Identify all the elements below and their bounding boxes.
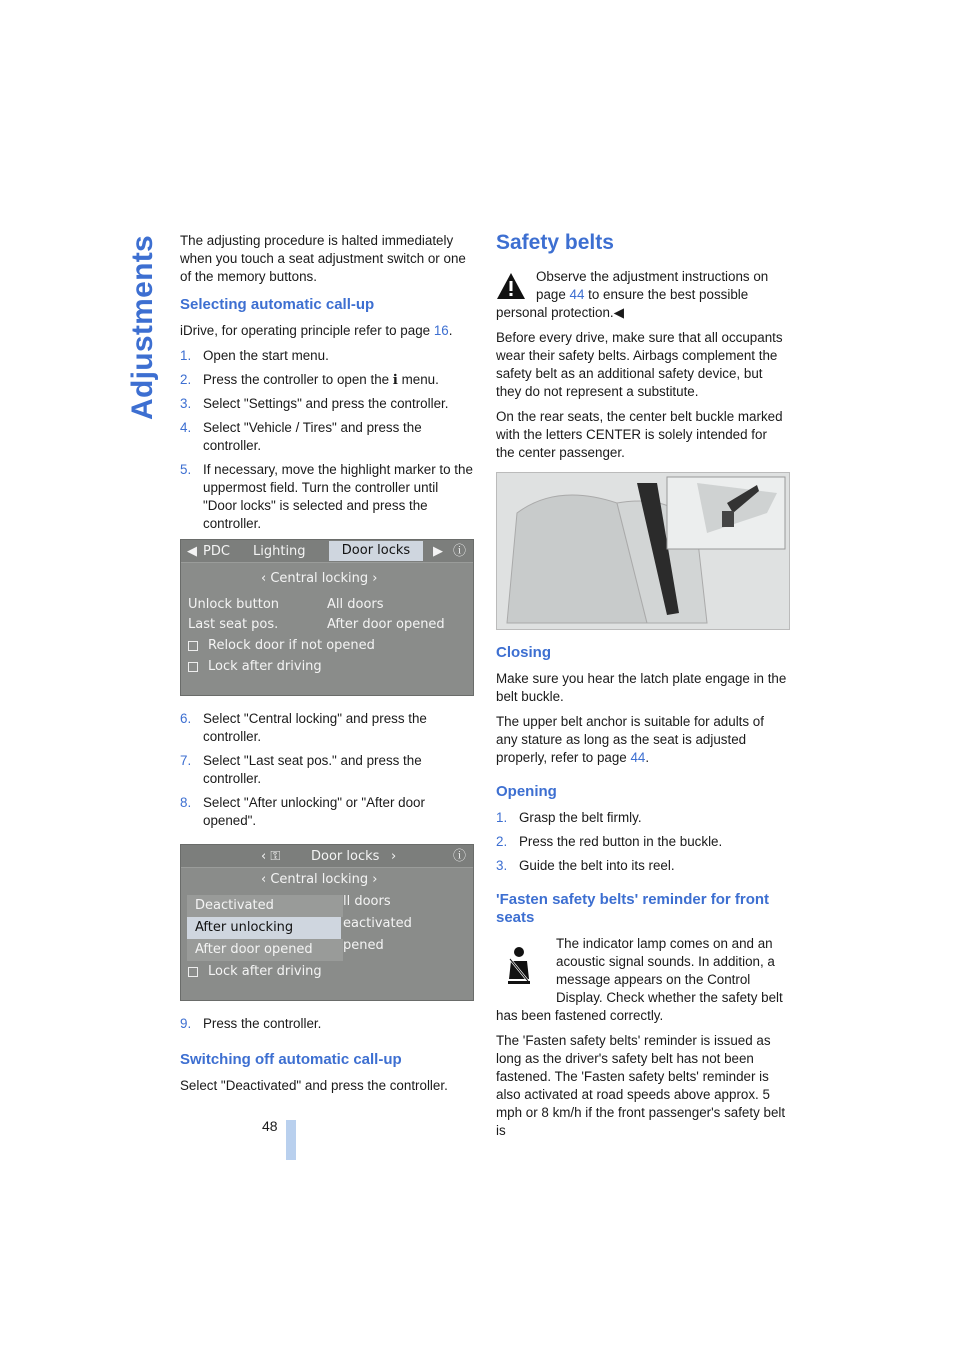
step-item: 9. Press the controller.	[180, 1016, 322, 1031]
left-column	[180, 232, 473, 1102]
step-item: 3. Guide the belt into its reel.	[496, 858, 675, 873]
checkbox-relock-door[interactable]: Relock door if not opened	[188, 637, 375, 655]
step-item: 1. Open the start menu.	[180, 348, 329, 363]
menu-door-locks[interactable]: Door locks	[311, 849, 380, 864]
heading-closing: Closing	[496, 644, 551, 661]
page-marker-bar	[286, 1120, 296, 1160]
switch-off-paragraph: Select "Deactivated" and press the controller.	[180, 1078, 448, 1093]
step-item: 4. Select "Vehicle / Tires" and press the controller.	[180, 420, 422, 453]
warning-triangle-icon	[496, 272, 526, 300]
heading-selecting-auto-callup: Selecting automatic call-up	[180, 296, 375, 313]
heading-safety-belts: Safety belts	[496, 231, 614, 254]
tab-pdc[interactable]: PDC	[203, 544, 230, 559]
menu-unlock-button[interactable]: Unlock button	[188, 597, 280, 612]
tab-lighting[interactable]: Lighting	[253, 544, 306, 559]
step-item: 5. If necessary, move the highlight marker to the uppermost field. Turn the controller until "Door locks" is selected and press the controller.	[180, 462, 473, 531]
paragraph-belt-anchor: The upper belt anchor is suitable for adults of any stature as long as the seat is adjusted properly, refer to page 44.	[496, 714, 764, 765]
page-link-44[interactable]: 44	[569, 287, 585, 302]
tab-door-locks[interactable]: Door locks	[329, 541, 423, 561]
menu-last-seat-pos[interactable]: Last seat pos.	[188, 617, 279, 632]
paragraph-indicator-lamp: The indicator lamp comes on and an acoustic signal sounds. In addition, a message appears on the Control Display. Check whether the safety belt has been fastened correctly.	[496, 936, 783, 1023]
section-title: Adjustments	[126, 235, 159, 420]
step-item: 3. Select "Settings" and press the controller.	[180, 396, 449, 411]
paragraph-latch: Make sure you hear the latch plate engage in the belt buckle.	[496, 671, 787, 704]
step-item: 7. Select "Last seat pos." and press the controller.	[180, 753, 422, 786]
option-after-door-opened[interactable]: After door opened	[187, 939, 343, 961]
forward-arrow-icon: ▶	[433, 544, 443, 559]
checkbox-icon	[188, 662, 198, 672]
checkbox-lock-after-driving[interactable]: Lock after driving	[188, 963, 322, 981]
checkbox-icon	[188, 641, 198, 651]
step-item: 2. Press the red button in the buckle.	[496, 834, 723, 849]
option-after-unlocking[interactable]: After unlocking	[187, 917, 341, 939]
paragraph-rear-seats: On the rear seats, the center belt buckle marked with the letters CENTER is solely intended for the center passenger.	[496, 409, 783, 460]
back-arrow-icon: ◀	[187, 544, 197, 559]
heading-fasten-reminder: 'Fasten safety belts' reminder for front seats	[496, 891, 770, 926]
seat-belt-illustration	[497, 473, 789, 629]
info-icon: ⓘ	[453, 849, 467, 864]
intro-paragraph: The adjusting procedure is halted immediately when you touch a seat adjustment switch or one of the memory buttons.	[180, 233, 466, 284]
page-link-44[interactable]: 44	[630, 750, 646, 765]
menu-after-door-opened[interactable]: After door opened	[327, 617, 445, 632]
paragraph-occupants: Before every drive, make sure that all occupants wear their safety belts. Airbags complement the safety belt as an additional safety device, but they do not represent a substitute.	[496, 330, 783, 399]
heading-opening: Opening	[496, 783, 557, 800]
page-number: 48	[262, 1118, 278, 1134]
control-display-screen-door-locks	[180, 539, 474, 696]
step-item: 2. Press the controller to open the ℹ menu.	[180, 372, 439, 387]
heading-switching-off: Switching off automatic call-up	[180, 1051, 402, 1068]
seat-belt-indicator-icon	[496, 943, 542, 989]
menu-all-doors[interactable]: All doors	[327, 597, 384, 612]
step-item: 1. Grasp the belt firmly.	[496, 810, 642, 825]
control-display-screen-central-locking	[180, 844, 474, 1001]
paragraph-reminder-issued: The 'Fasten safety belts' reminder is issued as long as the driver's safety belt has not been fastened. The 'Fasten safety belts' reminder is also activated at road speeds above approx. 5 mph or 8 km/h if the front passenger's safety belt is	[496, 1033, 786, 1138]
warning-paragraph: Observe the adjustment instructions on page 44 to ensure the best possible personal protection.◀	[496, 269, 769, 320]
step-item: 8. Select "After unlocking" or "After door opened".	[180, 795, 425, 828]
option-deactivated[interactable]: Deactivated	[187, 895, 343, 917]
info-icon: ⓘ	[453, 544, 467, 559]
menu-opened-partial[interactable]: pened	[343, 938, 384, 953]
right-column	[496, 230, 789, 1147]
seat-belt-photo	[496, 472, 790, 630]
submenu-central-locking[interactable]: ‹ Central locking ›	[261, 872, 378, 887]
checkbox-lock-after-driving[interactable]: Lock after driving	[188, 658, 322, 676]
car-lock-icon: ‹ ⚿	[261, 849, 281, 864]
idrive-reference: iDrive, for operating principle refer to page 16.	[180, 323, 453, 338]
forward-arrow-icon: ›	[391, 849, 397, 864]
menu-all-doors-partial[interactable]: ll doors	[343, 894, 391, 909]
menu-deactivated-partial[interactable]: eactivated	[343, 916, 412, 931]
submenu-central-locking[interactable]: ‹ Central locking ›	[261, 571, 378, 586]
checkbox-icon	[188, 967, 198, 977]
page-link-16[interactable]: 16	[433, 323, 449, 338]
step-item: 6. Select "Central locking" and press the controller.	[180, 711, 427, 744]
